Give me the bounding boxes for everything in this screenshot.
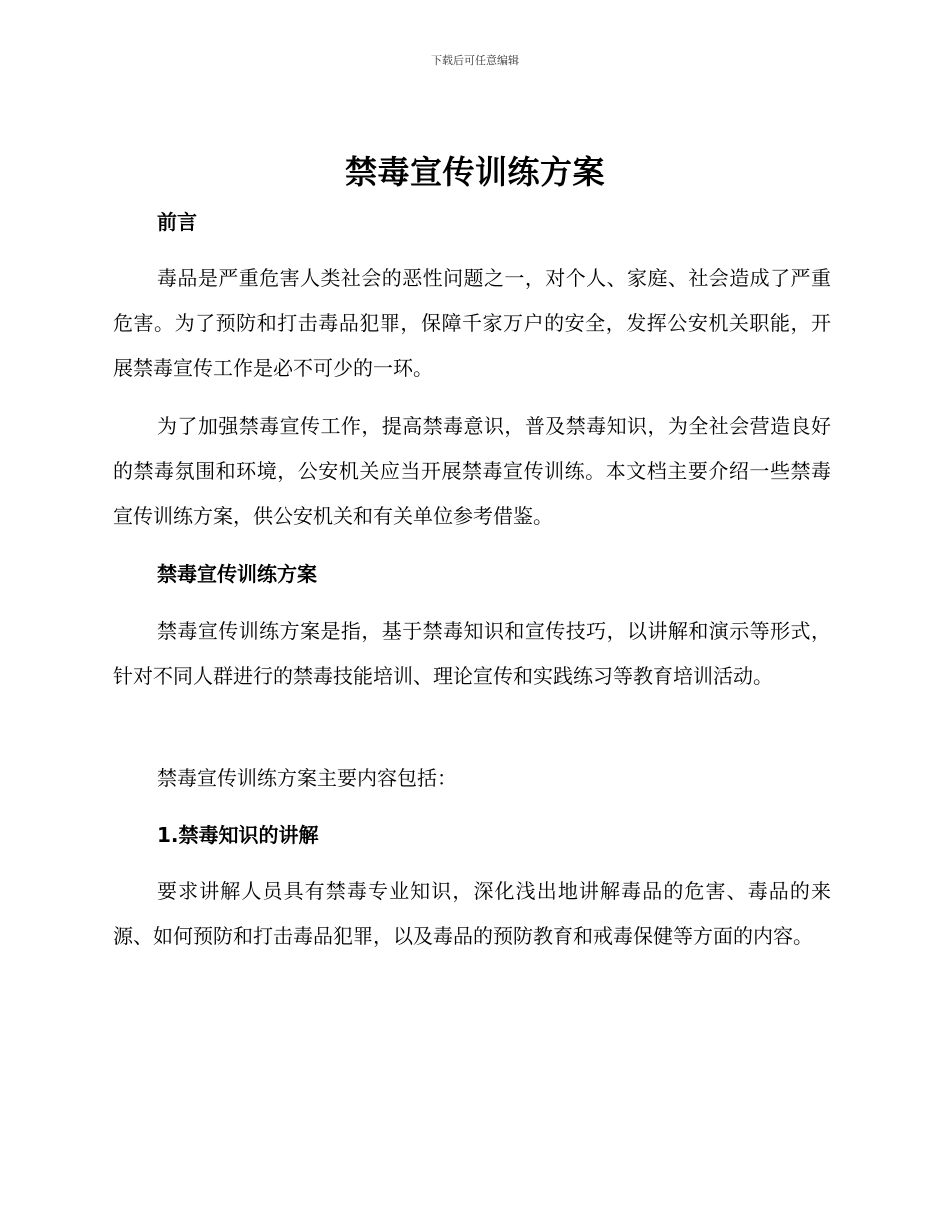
paragraph-preface-2: 为了加强禁毒宣传工作，提高禁毒意识，普及禁毒知识，为全社会营造良好的禁毒氛围和环境，公安机关应当开展禁毒宣传训练。本文档主要介绍一些禁毒宣传训练方案，供公安机关和有关单位参考借鉴。: [113, 414, 831, 528]
section-heading-preface: 前言: [157, 210, 197, 234]
paragraph-plan-1: 禁毒宣传训练方案是指，基于禁毒知识和宣传技巧，以讲解和演示等形式，针对不同人群进行的禁毒技能培训、理论宣传和实践练习等教育培训活动。: [113, 619, 831, 688]
paragraph-item-1: 要求讲解人员具有禁毒专业知识，深化浅出地讲解毒品的危害、毒品的来源、如何预防和打击毒品犯罪，以及毒品的预防教育和戒毒保健等方面的内容。: [113, 879, 831, 948]
paragraph-plan-2: 禁毒宣传训练方案主要内容包括：: [157, 766, 457, 790]
page-header-note: 下载后可任意编辑: [431, 54, 519, 67]
paragraph-preface-1: 毒品是严重危害人类社会的恶性问题之一，对个人、家庭、社会造成了严重危害。为了预防和打击毒品犯罪，保障千家万户的安全，发挥公安机关职能，开展禁毒宣传工作是必不可少的一环。: [113, 266, 831, 380]
section-heading-plan: 禁毒宣传训练方案: [157, 562, 317, 586]
section-heading-item-1: 1.禁毒知识的讲解: [157, 823, 319, 847]
document-title: 禁毒宣传训练方案: [344, 153, 605, 191]
